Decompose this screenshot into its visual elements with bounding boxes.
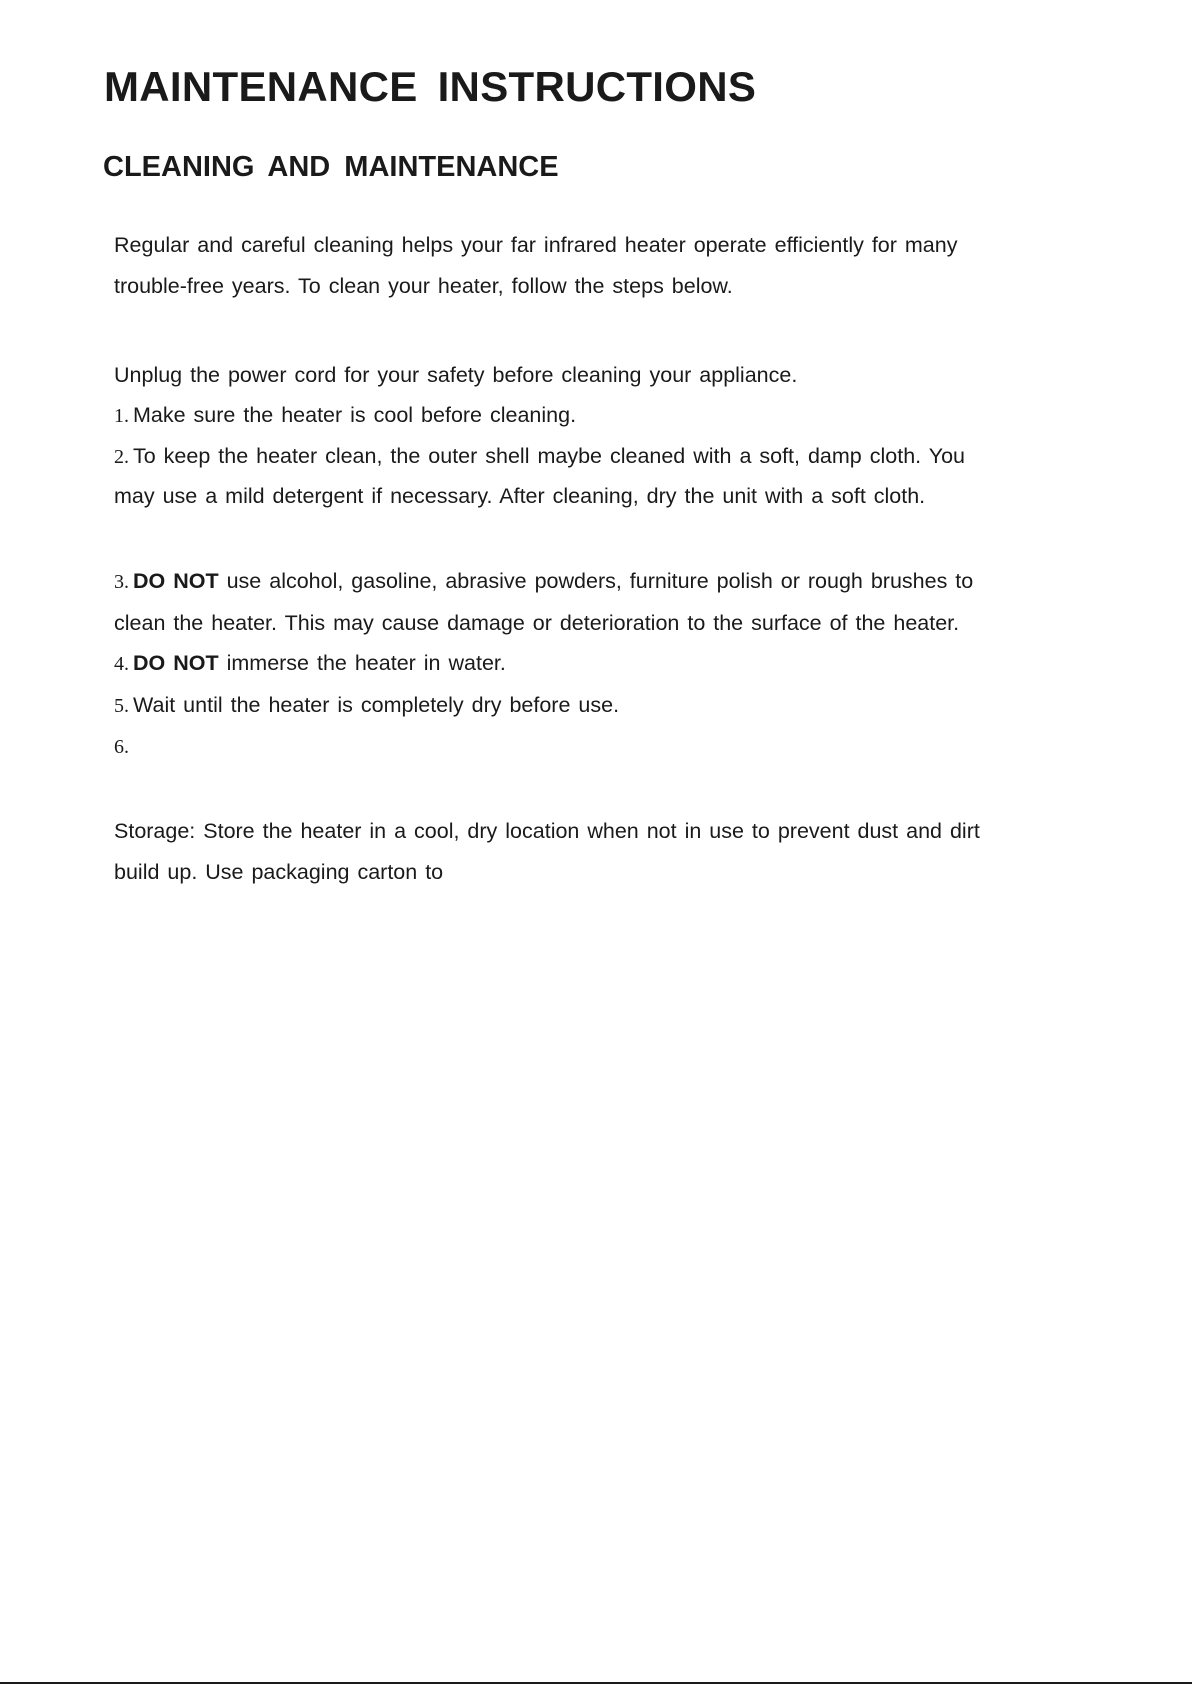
step-number: 1. [114, 405, 129, 427]
step-number: 3. [114, 571, 129, 593]
step-4 [114, 651, 506, 677]
step-2-continuation: may use a mild detergent if necessary. After cleaning, dry the unit with a soft cloth. [114, 484, 926, 508]
step-number: 6. [114, 736, 129, 758]
step-3-continuation: clean the heater. This may cause damage or deterioration to the surface of the heater. [114, 611, 960, 635]
step-text: To keep the heater clean, the outer shell maybe cleaned with a soft, damp cloth. You [133, 444, 965, 468]
page-title: MAINTENANCE INSTRUCTIONS [104, 63, 757, 110]
intro-line-1: Regular and careful cleaning helps your far infrared heater operate efficiently for many [114, 233, 958, 257]
storage-line-1: Storage: Store the heater in a cool, dry location when not in use to prevent dust and dirt [114, 819, 980, 843]
section-title: CLEANING AND MAINTENANCE [103, 151, 559, 183]
step-emphasis: DO NOT [133, 651, 219, 675]
unplug-note: Unplug the power cord for your safety before cleaning your appliance. [114, 363, 798, 387]
storage-line-2: build up. Use packaging carton to [114, 860, 444, 884]
step-text: immerse the heater in water. [226, 651, 506, 675]
step-text: Wait until the heater is completely dry before use. [133, 693, 620, 717]
step-number: 2. [114, 446, 129, 468]
step-1 [114, 403, 576, 429]
step-emphasis: DO NOT [133, 569, 219, 593]
step-text: Make sure the heater is cool before cleaning. [133, 403, 577, 427]
step-2 [114, 444, 965, 470]
step-3 [114, 569, 973, 595]
step-5 [114, 693, 619, 719]
intro-line-2: trouble-free years. To clean your heater, follow the steps below. [114, 274, 733, 298]
step-number: 5. [114, 695, 129, 717]
page-bottom-edge [0, 1682, 1192, 1684]
step-text: use alcohol, gasoline, abrasive powders, furniture polish or rough brushes to [226, 569, 974, 593]
step-6 [114, 734, 133, 760]
step-number: 4. [114, 653, 129, 675]
